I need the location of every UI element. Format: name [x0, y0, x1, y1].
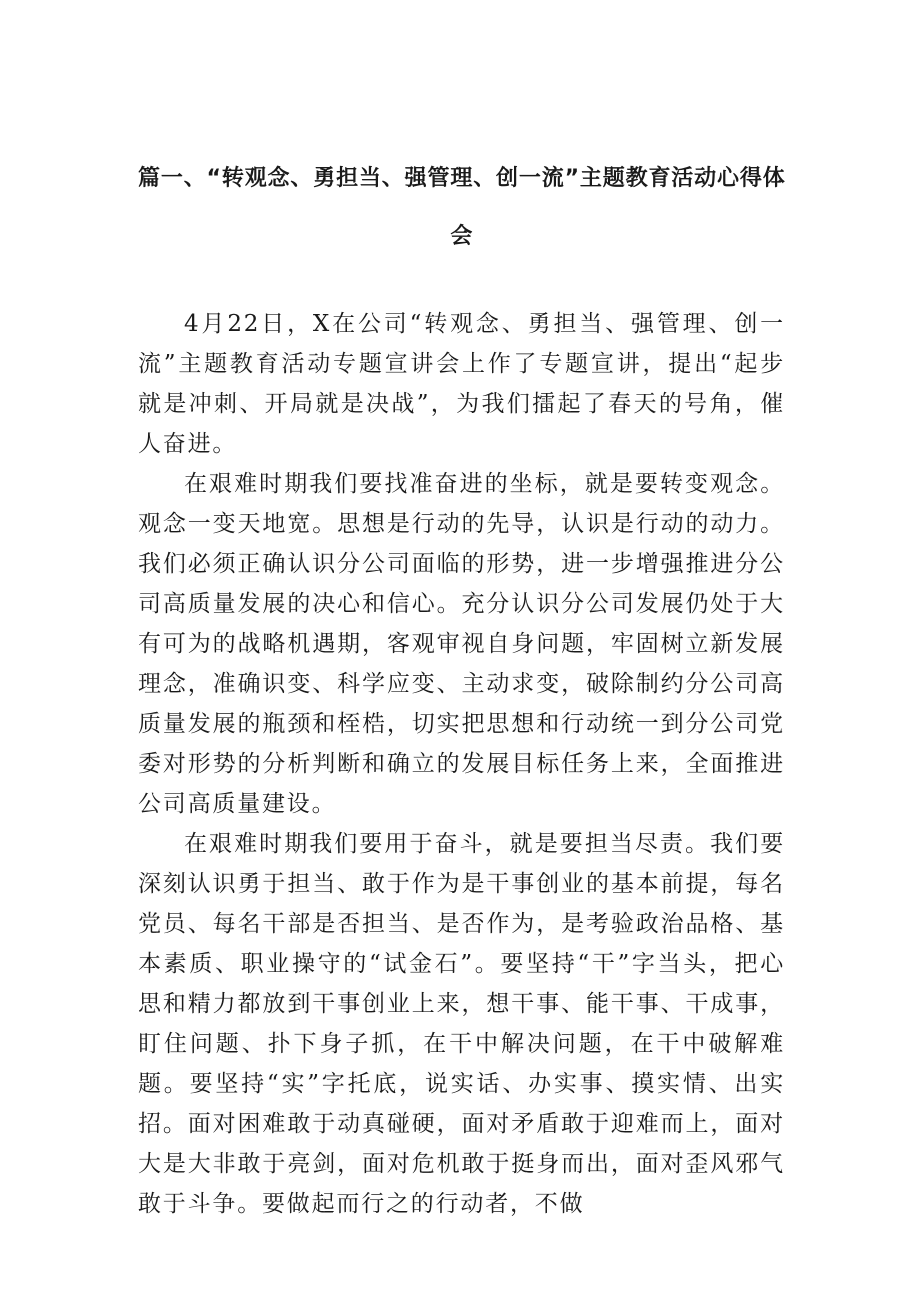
paragraph-1: 4月22日，X在公司“转观念、勇担当、强管理、创一流”主题教育活动专题宣讲会上作了专题宣讲，提出“起步就是冲刺、开局就是决战”，为我们擂起了春天的号角，催人奋进。 — [138, 311, 785, 457]
paragraph-2: 在艰难时期我们要找准奋进的坐标，就是要转变观念。观念一变天地宽。思想是行动的先导，认识是行动的动力。我们必须正确认识分公司面临的形势，进一步增强推进分公司高质量发展的决心和信心。充分认识分公司发展仍处于大有可为的战略机遇期，客观审视自身问题，牢固树立新发展理念，准确识变、科学应变、主动求变，破除制约分公司高质量发展的瓶颈和桎梏，切实把思想和行动统一到分公司党委对形势的分析判断和确立的发展目标任务上来，全面推进公司高质量建设。 — [138, 471, 785, 817]
paragraph-3: 在艰难时期我们要用于奋斗，就是要担当尽责。我们要深刻认识勇于担当、敢于作为是干事创业的基本前提，每名党员、每名干部是否担当、是否作为，是考验政治品格、基本素质、职业操守的“试金石”。要坚持“干”字当头，把心思和精力都放到干事创业上来，想干事、能干事、干成事，盯住问题、扑下身子抓，在干中解决问题，在干中破解难题。要坚持“实”字托底，说实话、办实事、摸实情、出实招。面对困难敢于动真碰硬，面对矛盾敢于迎难而上，面对大是大非敢于亮剑，面对危机敢于挺身而出，面对歪风邪气敢于斗争。要做起而行之的行动者，不做 — [138, 831, 785, 1217]
document-body — [138, 304, 785, 1224]
document-title: 篇一、“转观念、勇担当、强管理、创一流”主题教育活动心得体会 — [138, 166, 785, 249]
